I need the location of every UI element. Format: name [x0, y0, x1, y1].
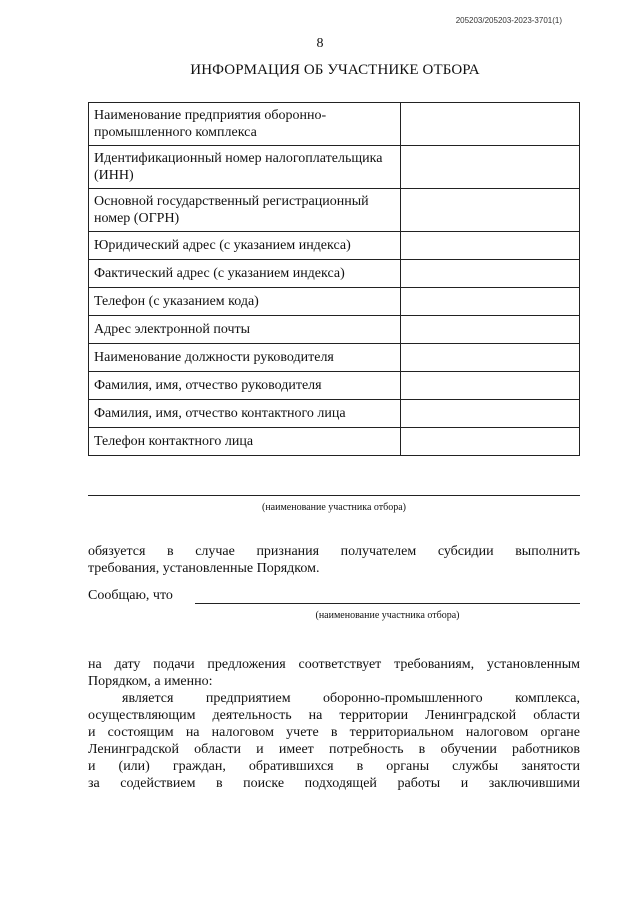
participant-name-caption-2: (наименование участника отбора) — [315, 610, 460, 621]
row-value-field[interactable] — [401, 372, 580, 400]
row-label: Адрес электронной почты — [89, 316, 401, 344]
table-row — [89, 428, 580, 456]
requirements-line-4: осуществляющим деятельность на территории Ленинградской области — [88, 708, 580, 723]
row-label: Наименование должности руководителя — [89, 344, 401, 372]
obligation-line-1: обязуется в случае признания получателем субсидии выполнить — [88, 544, 580, 559]
table-row — [89, 103, 580, 146]
obligation-line-2: требования, установленные Порядком. — [88, 561, 320, 576]
row-value-field[interactable] — [401, 400, 580, 428]
participant-info-table — [88, 102, 580, 456]
table-row — [89, 344, 580, 372]
row-label: Фамилия, имя, отчество руководителя — [89, 372, 401, 400]
row-label: Фактический адрес (с указанием индекса) — [89, 260, 401, 288]
table-row — [89, 146, 580, 189]
table-row — [89, 232, 580, 260]
requirements-line-3: является предприятием оборонно-промышленного комплекса, — [122, 691, 580, 706]
row-value-field[interactable] — [401, 103, 580, 146]
page-title: ИНФОРМАЦИЯ ОБ УЧАСТНИКЕ ОТБОРА — [190, 62, 480, 78]
row-label: Основной государственный регистрационный номер (ОГРН) — [89, 189, 401, 232]
participant-name-caption: (наименование участника отбора) — [262, 502, 406, 513]
requirements-line-2: Порядком, а именно: — [88, 674, 213, 689]
row-value-field[interactable] — [401, 344, 580, 372]
page-number: 8 — [316, 36, 324, 51]
row-value-field[interactable] — [401, 288, 580, 316]
row-label: Юридический адрес (с указанием индекса) — [89, 232, 401, 260]
row-value-field[interactable] — [401, 428, 580, 456]
row-label: Наименование предприятия оборонно-промышленного комплекса — [89, 103, 401, 146]
participant-name-line-2[interactable] — [195, 603, 580, 604]
requirements-line-5: и состоящим на налоговом учете в территориальном налоговом органе — [88, 725, 580, 740]
requirements-line-1: на дату подачи предложения соответствует требованиям, установленным — [88, 657, 580, 672]
document-id: 205203/205203-2023-3701(1) — [455, 16, 562, 25]
row-label: Телефон (с указанием кода) — [89, 288, 401, 316]
requirements-line-6: Ленинградской области и имеет потребность в обучении работников — [88, 742, 580, 757]
participant-name-line[interactable] — [88, 495, 580, 496]
requirements-line-7: и (или) граждан, обратившихся в органы службы занятости — [88, 759, 580, 774]
row-value-field[interactable] — [401, 232, 580, 260]
row-label: Телефон контактного лица — [89, 428, 401, 456]
table-row — [89, 260, 580, 288]
row-value-field[interactable] — [401, 316, 580, 344]
row-label: Фамилия, имя, отчество контактного лица — [89, 400, 401, 428]
requirements-line-8: за содействием в поиске подходящей работы и заключившими — [88, 776, 580, 791]
inform-label: Сообщаю, что — [88, 588, 173, 603]
row-value-field[interactable] — [401, 260, 580, 288]
row-value-field[interactable] — [401, 146, 580, 189]
row-value-field[interactable] — [401, 189, 580, 232]
table-row — [89, 400, 580, 428]
table-row — [89, 288, 580, 316]
table-row — [89, 316, 580, 344]
table-row — [89, 372, 580, 400]
row-label: Идентификационный номер налогоплательщика (ИНН) — [89, 146, 401, 189]
table-row — [89, 189, 580, 232]
